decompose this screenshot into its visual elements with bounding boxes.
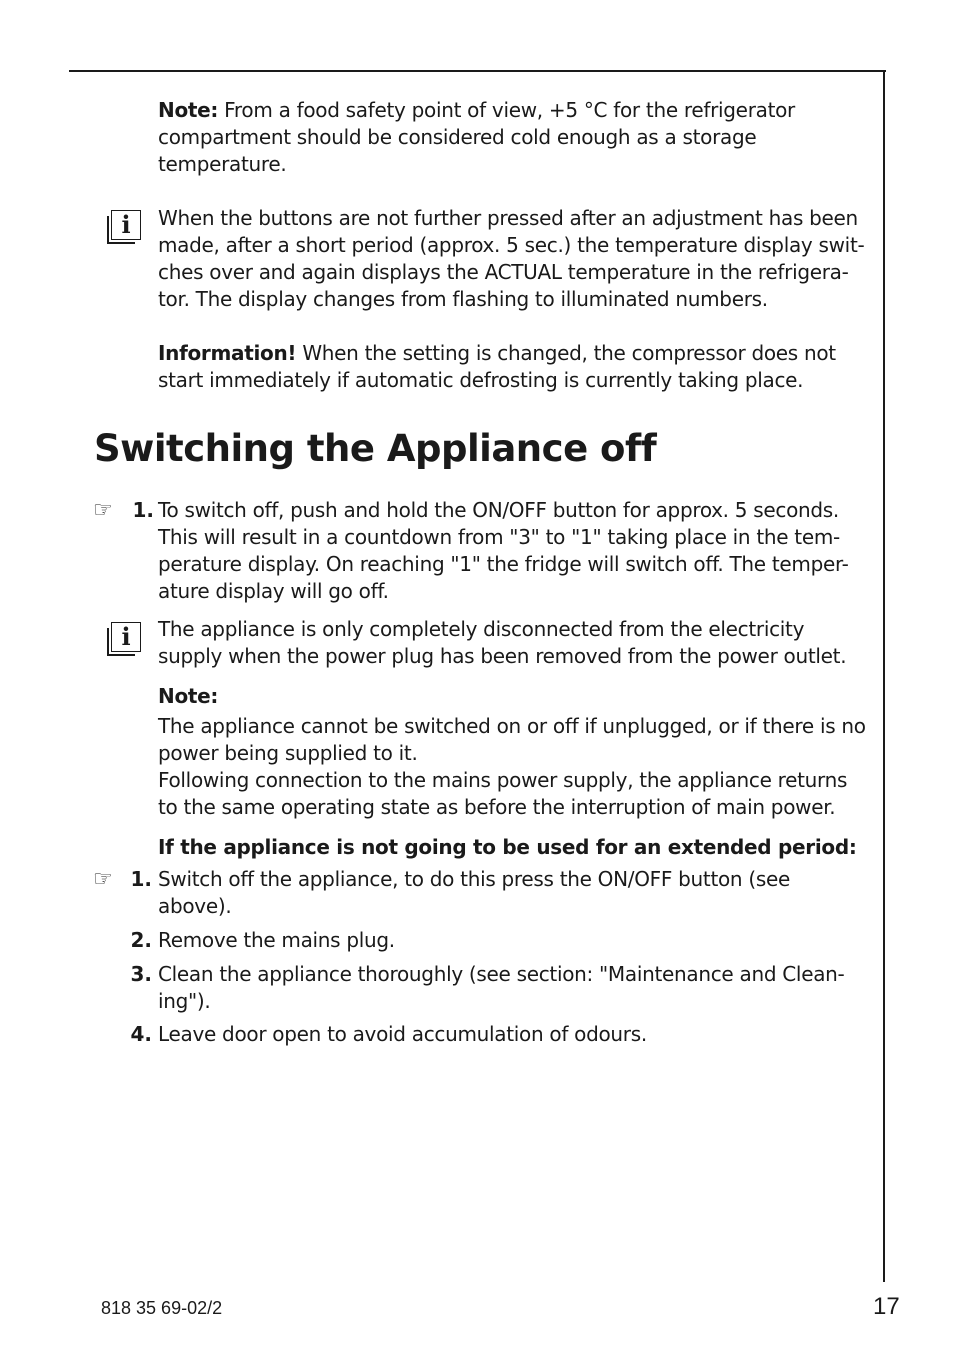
note-unplugged [158, 683, 868, 821]
note-label: Note: [158, 98, 219, 122]
info-icon: i [111, 210, 141, 240]
step-text: Remove the mains plug. [158, 928, 395, 952]
step-number: 1. [130, 867, 152, 891]
extended-period-heading: If the appliance is not going to be used for an extended period: [158, 835, 857, 859]
information-text: When the setting is changed, the compressor does not start immediately if automatic defrosting is currently taking place. [158, 341, 836, 392]
section-heading: Switching the Appliance off [94, 427, 657, 470]
note-text-1: The appliance cannot be switched on or off if unplugged, or if there is no power being supplied to it. [158, 714, 866, 765]
info-icon: i [111, 622, 141, 652]
step-text: Switch off the appliance, to do this press the ON/OFF button (see above). [158, 867, 790, 918]
step-number: 2. [130, 928, 152, 952]
step-number: 4. [130, 1022, 152, 1046]
step-text: Leave door open to avoid accumulation of odours. [158, 1022, 647, 1046]
pointing-hand-icon: ☞ [93, 867, 113, 892]
step-text: Clean the appliance thoroughly (see section: "Maintenance and Clean-ing"). [158, 962, 845, 1013]
info-buttons-text: When the buttons are not further pressed after an adjustment has been made, after a short period (approx. 5 sec.) the temperature display swit-ches over and again displays the ACTUAL temperature in the refrigera-tor. The display changes from flashing to illuminated numbers. [158, 206, 865, 311]
step-number: 3. [130, 962, 152, 986]
information-label: Information! [158, 341, 297, 365]
note-food-safety [158, 97, 868, 178]
note-text-2: Following connection to the mains power supply, the appliance returns to the same operating state as before the interruption of main power. [158, 768, 848, 819]
document-code: 818 35 69-02/2 [101, 1298, 223, 1318]
information-compressor [158, 340, 868, 394]
page-number: 17 [873, 1293, 900, 1320]
step-switch-off-text: To switch off, push and hold the ON/OFF button for approx. 5 seconds. This will result in a countdown from "3" to "1" taking place in the tem-perature display. On reaching "1" the fridge will switch off. The temper-ature display will go off. [158, 498, 849, 603]
step-number: 1. [132, 498, 154, 522]
note-label: Note: [158, 684, 219, 708]
pointing-hand-icon: ☞ [93, 498, 113, 523]
info-disconnect-text: The appliance is only completely disconnected from the electricity supply when the power plug has been removed from the power outlet. [158, 617, 847, 668]
note-text: From a food safety point of view, +5 °C for the refrigerator compartment should be considered cold enough as a storage temperature. [158, 98, 795, 176]
right-rule [883, 70, 885, 1282]
top-rule [69, 70, 886, 72]
